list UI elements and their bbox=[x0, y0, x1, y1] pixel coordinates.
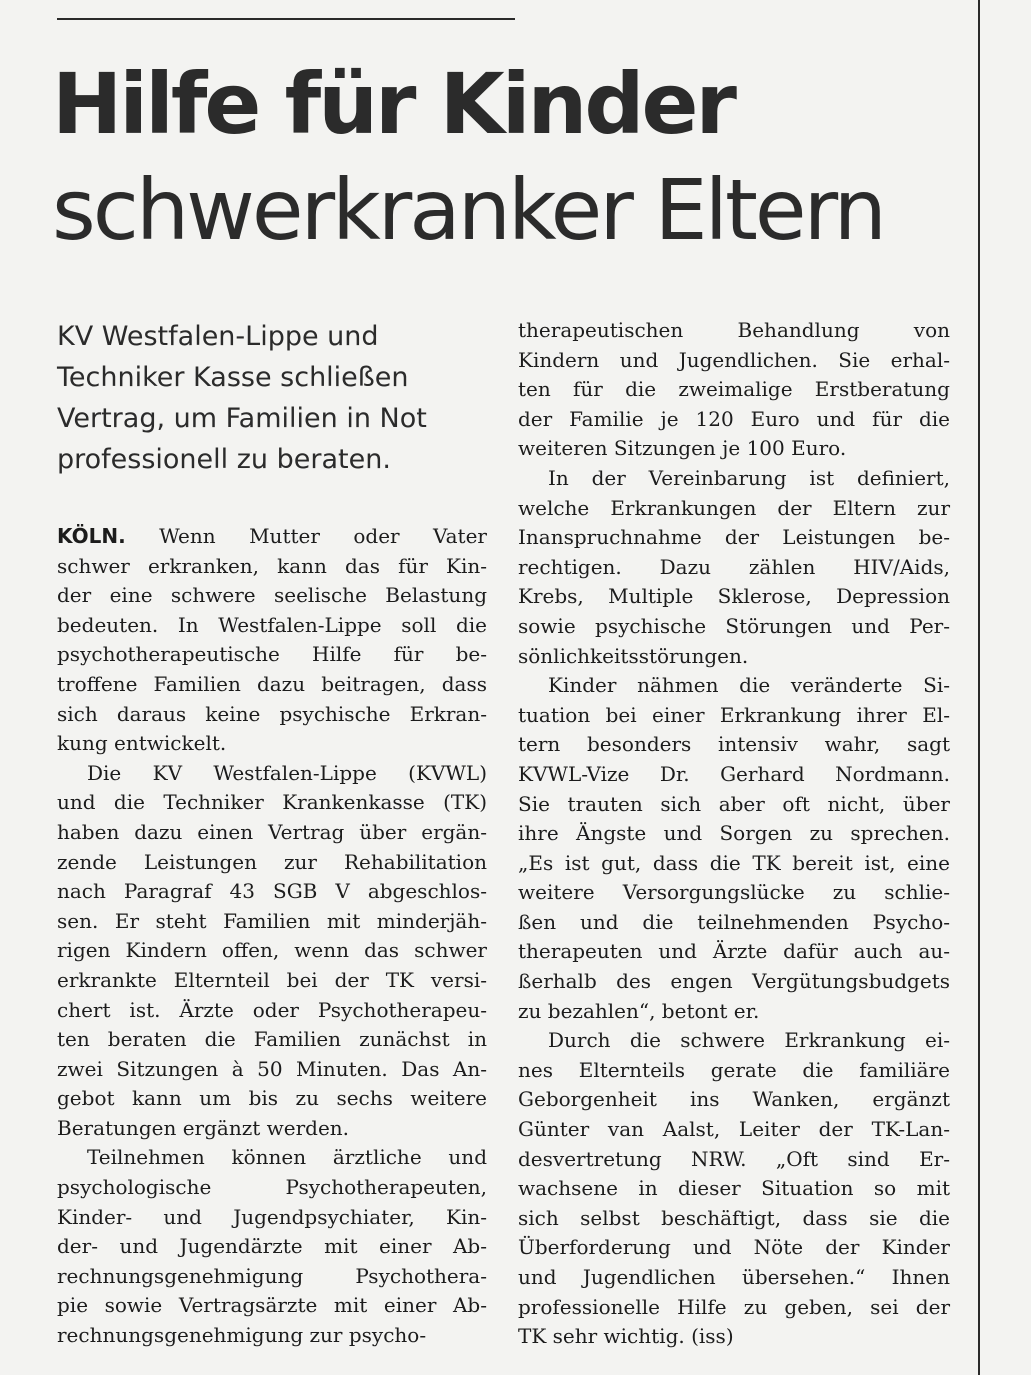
article-line: Durch die schwere Erkrankung ei- bbox=[548, 1028, 950, 1053]
article-line: ihre Ängste und Sorgen zu sprechen. bbox=[518, 821, 950, 846]
article-line: Die KV Westfalen-Lippe (KVWL) bbox=[87, 760, 487, 785]
article-line: sowie psychische Störungen und Per- bbox=[518, 613, 950, 638]
article-line: bedeuten. In Westfalen-Lippe soll die bbox=[57, 612, 487, 637]
subhead-line: KV Westfalen-Lippe und bbox=[57, 321, 379, 352]
article-line: Kinder- und Jugendpsychiater, Kin- bbox=[57, 1204, 487, 1229]
article-line: chert ist. Ärzte oder Psychotherapeu- bbox=[57, 997, 487, 1022]
top-rule bbox=[57, 18, 515, 20]
article-line: sen. Er steht Familien mit minderjäh- bbox=[57, 908, 487, 933]
headline-line-1: Hilfe für Kinder bbox=[52, 55, 734, 153]
article-line: Geborgenheit ins Wanken, ergänzt bbox=[518, 1087, 950, 1112]
article-paragraph bbox=[518, 464, 950, 671]
article-line: ßerhalb des engen Vergütungsbudgets bbox=[518, 969, 950, 994]
article-line: Überforderung und Nöte der Kinder bbox=[518, 1235, 950, 1260]
article-line: Teilnehmen können ärztliche und bbox=[87, 1145, 487, 1170]
subhead-line: Vertrag, um Familien in Not bbox=[57, 403, 427, 434]
article-line: rigen Kindern offen, wenn das schwer bbox=[57, 938, 487, 963]
article-line: ten beraten die Familien zunächst in bbox=[57, 1027, 487, 1052]
article-line: desvertretung NRW. „Oft sind Er- bbox=[518, 1146, 950, 1171]
article-line: nach Paragraf 43 SGB V abgeschlos- bbox=[57, 879, 487, 904]
article-line: „Es ist gut, dass die TK bereit ist, eine bbox=[518, 850, 950, 875]
article-line: psychotherapeutische Hilfe für be- bbox=[57, 642, 487, 667]
article-line: troffene Familien dazu beitragen, dass bbox=[57, 671, 487, 696]
column-divider-rule bbox=[978, 0, 980, 1375]
article-line bbox=[57, 522, 487, 552]
article-line: Beratungen ergänzt werden. bbox=[57, 1115, 350, 1140]
article-line: sich daraus keine psychische Erkran- bbox=[57, 701, 487, 726]
article-paragraph bbox=[518, 1026, 950, 1352]
article-line: pie sowie Vertragsärzte mit einer Ab- bbox=[57, 1293, 487, 1318]
article-line: Kindern und Jugendlichen. Sie erhal- bbox=[518, 347, 950, 372]
article-line: In der Vereinbarung ist definiert, bbox=[548, 465, 950, 490]
article-line: psychologische Psychotherapeuten, bbox=[57, 1175, 487, 1200]
article-paragraph bbox=[518, 316, 950, 464]
article-line: Günter van Aalst, Leiter der TK-Lan- bbox=[518, 1117, 950, 1142]
article-line: gebot kann um bis zu sechs weitere bbox=[57, 1086, 487, 1111]
article-line: zwei Sitzungen à 50 Minuten. Das An- bbox=[57, 1056, 487, 1081]
article-line: der- und Jugendärzte mit einer Ab- bbox=[57, 1234, 487, 1259]
article-line: erkrankte Elternteil bei der TK versi- bbox=[57, 967, 487, 992]
dateline: KÖLN. bbox=[57, 524, 126, 548]
article-paragraph bbox=[518, 671, 950, 1026]
article-line: KVWL-Vize Dr. Gerhard Nordmann. bbox=[518, 761, 950, 786]
article-line: Inanspruchnahme der Leistungen be- bbox=[518, 525, 950, 550]
article-line: zende Leistungen zur Rehabilitation bbox=[57, 849, 487, 874]
article-line: haben dazu einen Vertrag über ergän- bbox=[57, 819, 487, 844]
subheadline bbox=[57, 316, 457, 480]
article-line: TK sehr wichtig. (iss) bbox=[518, 1324, 734, 1349]
article-line: Krebs, Multiple Sklerose, Depression bbox=[518, 584, 950, 609]
article-line: professionelle Hilfe zu geben, sei der bbox=[518, 1294, 950, 1319]
article-line: tern besonders intensiv wahr, sagt bbox=[518, 732, 950, 757]
article-line: nes Elternteils gerate die familiäre bbox=[518, 1057, 950, 1082]
article-line: kung entwickelt. bbox=[57, 731, 227, 756]
article-line-text: Wenn Mutter oder Vater bbox=[125, 524, 487, 548]
article-line: Sie trauten sich aber oft nicht, über bbox=[518, 791, 950, 816]
article-line: therapeutischen Behandlung von bbox=[518, 318, 950, 342]
article-line: ßen und die teilnehmenden Psycho- bbox=[518, 909, 950, 934]
article-paragraph bbox=[57, 759, 487, 1144]
article-line: rechtigen. Dazu zählen HIV/Aids, bbox=[518, 554, 950, 579]
article-paragraph bbox=[57, 1143, 487, 1350]
article-line: sönlichkeitsstörungen. bbox=[518, 643, 749, 668]
article-line: Kinder nähmen die veränderte Si- bbox=[548, 673, 950, 698]
subhead-line: Techniker Kasse schließen bbox=[57, 362, 409, 393]
article-line: und die Techniker Krankenkasse (TK) bbox=[57, 790, 487, 815]
article-line: und Jugendlichen übersehen.“ Ihnen bbox=[518, 1265, 950, 1289]
article-paragraph bbox=[57, 522, 487, 759]
article-line: weiteren Sitzungen je 100 Euro. bbox=[518, 436, 847, 461]
article-line: weitere Versorgungslücke zu schlie- bbox=[518, 880, 950, 905]
article-line: therapeuten und Ärzte dafür auch au- bbox=[518, 939, 950, 964]
article-line: schwer erkranken, kann das für Kin- bbox=[57, 553, 487, 578]
article-line: wachsene in dieser Situation so mit bbox=[518, 1176, 950, 1201]
article-line: sich selbst beschäftigt, dass sie die bbox=[518, 1205, 950, 1230]
article-line: der eine schwere seelische Belastung bbox=[57, 583, 487, 608]
article-line: welche Erkrankungen der Eltern zur bbox=[518, 495, 950, 520]
article-line: ten für die zweimalige Erstberatung bbox=[518, 377, 950, 402]
article-line: tuation bei einer Erkrankung ihrer El- bbox=[518, 702, 950, 727]
article-column-right bbox=[518, 316, 950, 1352]
headline-line-2: schwerkranker Eltern bbox=[52, 161, 884, 259]
article-line: rechnungsgenehmigung zur psycho- bbox=[57, 1323, 427, 1348]
article-line: der Familie je 120 Euro und für die bbox=[518, 406, 950, 431]
article-line: rechnungsgenehmigung Psychothera- bbox=[57, 1263, 487, 1288]
subhead-line: professionell zu beraten. bbox=[57, 444, 391, 475]
article-line: zu bezahlen“, betont er. bbox=[518, 998, 760, 1023]
article-column-left bbox=[57, 522, 487, 1351]
